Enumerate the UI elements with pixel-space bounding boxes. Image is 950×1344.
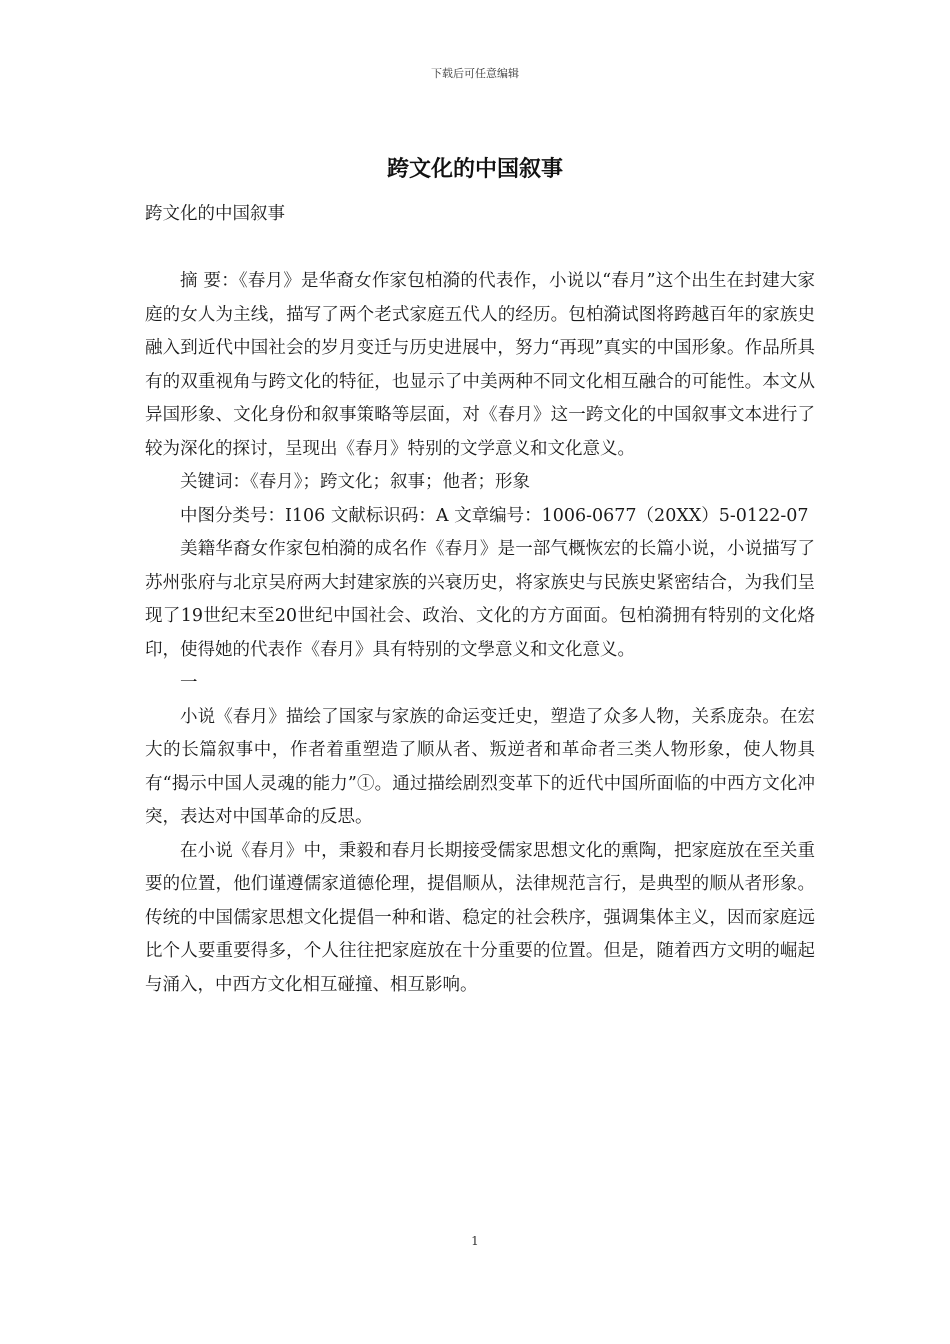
section-number: 一 [180,673,198,693]
page-number: 1 [471,1234,479,1248]
classification-line: 中图分类号：I106 文献标识码：A 文章编号：1006-0677（20XX）5-0122-07 [180,505,809,526]
header-note: 下载后可任意编辑 [431,67,519,80]
keywords-line: 关键词：《春月》；跨文化；叙事；他者；形象 [180,472,530,492]
document-body [145,198,815,1002]
document-title: 跨文化的中国叙事 [386,156,563,182]
body-paragraph: 在小说《春月》中，秉毅和春月长期接受儒家思想文化的熏陶，把家庭放在至关重要的位置，他们谨遵儒家道德伦理，提倡顺从，法律规范言行，是典型的顺从者形象。传统的中国儒家思想文化提倡一种和谐、稳定的社会秩序，强调集体主义，因而家庭远比个人要重要得多，个人往往把家庭放在十分重要的位置。但是，随着西方文明的崛起与涌入，中西方文化相互碰撞、相互影响。 [145,840,815,995]
abstract-paragraph: 摘 要：《春月》是华裔女作家包柏漪的代表作，小说以“春月”这个出生在封建大家庭的女人为主线，描写了两个老式家庭五代人的经历。包柏漪试图将跨越百年的家族史融入到近代中国社会的岁月变迁与历史进展中，努力“再现”真实的中国形象。作品所具有的双重视角与跨文化的特征，也显示了中美两种不同文化相互融合的可能性。本文从异国形象、文化身份和叙事策略等层面，对《春月》这一跨文化的中国叙事文本进行了较为深化的探讨，呈现出《春月》特别的文学意义和文化意义。 [145,271,816,459]
body-paragraph: 美籍华裔女作家包柏漪的成名作《春月》是一部气概恢宏的长篇小说，小说描写了苏州张府与北京吴府两大封建家族的兴衰历史，将家族史与民族史紧密结合，为我们呈现了19世纪末至20世纪中国社会、政治、文化的方方面面。包柏漪拥有特别的文化烙印，使得她的代表作《春月》具有特别的文學意义和文化意义。 [145,539,815,660]
document-subtitle: 跨文化的中国叙事 [145,204,285,224]
body-paragraph: 小说《春月》描绘了国家与家族的命运变迁史，塑造了众多人物，关系庞杂。在宏大的长篇叙事中，作者着重塑造了顺从者、叛逆者和革命者三类人物形象，使人物具有“揭示中国人灵魂的能力”①。通过描绘剧烈变革下的近代中国所面临的中西方文化冲突，表达对中国革命的反思。 [145,706,815,827]
